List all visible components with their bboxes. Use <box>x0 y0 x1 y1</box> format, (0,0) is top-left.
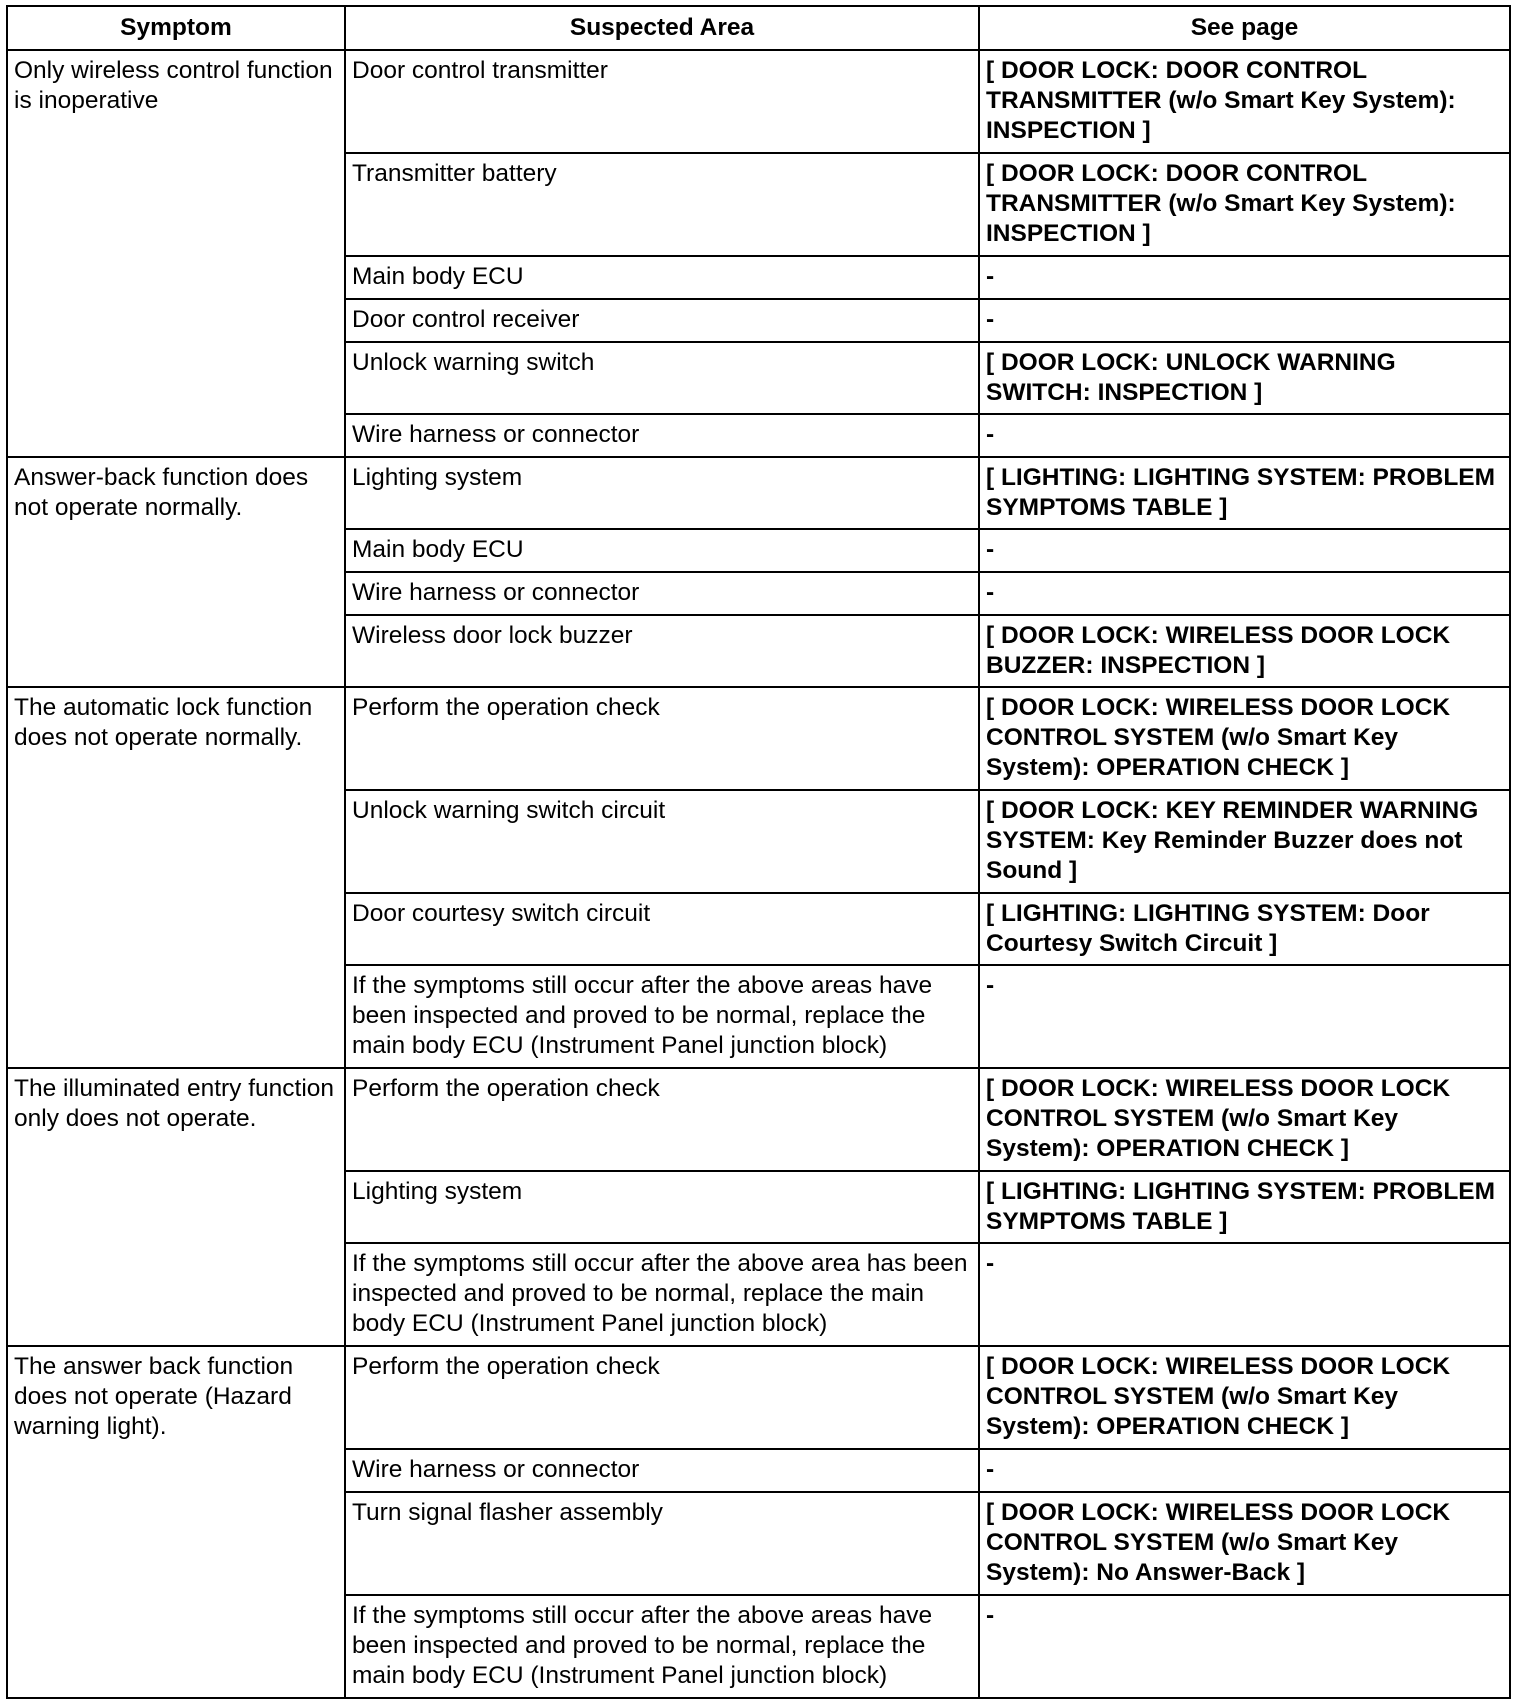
see-page-link[interactable]: [ DOOR LOCK: WIRELESS DOOR LOCK CONTROL SYSTEM (w/o Smart Key System): OPERATION CHECK ] <box>979 1346 1510 1449</box>
symptom-cell: Only wireless control function is inoperative <box>7 50 345 457</box>
see-page-value: - <box>979 1449 1510 1492</box>
see-page-value: - <box>979 572 1510 615</box>
table-row <box>7 687 1510 790</box>
problem-symptoms-table <box>6 5 1511 1699</box>
see-page-value: - <box>979 414 1510 457</box>
suspected-area-cell: Perform the operation check <box>345 687 979 790</box>
see-page-link[interactable]: [ DOOR LOCK: KEY REMINDER WARNING SYSTEM: Key Reminder Buzzer does not Sound ] <box>979 790 1510 893</box>
suspected-area-cell: Lighting system <box>345 1171 979 1243</box>
see-page-value: - <box>979 1243 1510 1346</box>
see-page-link[interactable]: [ DOOR LOCK: WIRELESS DOOR LOCK CONTROL SYSTEM (w/o Smart Key System): OPERATION CHECK ] <box>979 1068 1510 1171</box>
see-page-value: - <box>979 965 1510 1068</box>
suspected-area-cell: If the symptoms still occur after the above areas have been inspected and proved to be normal, replace the main body ECU (Instrument Panel junction block) <box>345 1595 979 1698</box>
suspected-area-cell: Wire harness or connector <box>345 572 979 615</box>
suspected-area-cell: Wireless door lock buzzer <box>345 615 979 687</box>
suspected-area-cell: Main body ECU <box>345 529 979 572</box>
symptom-cell: Answer-back function does not operate normally. <box>7 457 345 687</box>
suspected-area-cell: Turn signal flasher assembly <box>345 1492 979 1595</box>
table-row <box>7 1346 1510 1449</box>
suspected-area-cell: Main body ECU <box>345 256 979 299</box>
suspected-area-cell: Door control receiver <box>345 299 979 342</box>
header-row <box>7 6 1510 50</box>
table-row <box>7 1068 1510 1171</box>
suspected-area-cell: Perform the operation check <box>345 1346 979 1449</box>
suspected-area-cell: If the symptoms still occur after the above areas have been inspected and proved to be normal, replace the main body ECU (Instrument Panel junction block) <box>345 965 979 1068</box>
suspected-area-cell: Perform the operation check <box>345 1068 979 1171</box>
see-page-value: - <box>979 1595 1510 1698</box>
suspected-area-cell: If the symptoms still occur after the above area has been inspected and proved to be normal, replace the main body ECU (Instrument Panel junction block) <box>345 1243 979 1346</box>
symptom-cell: The illuminated entry function only does not operate. <box>7 1068 345 1346</box>
header-symptom: Symptom <box>7 6 345 50</box>
see-page-link[interactable]: [ LIGHTING: LIGHTING SYSTEM: Door Courtesy Switch Circuit ] <box>979 893 1510 965</box>
header-see-page: See page <box>979 6 1510 50</box>
symptom-cell: The answer back function does not operate (Hazard warning light). <box>7 1346 345 1698</box>
suspected-area-cell: Transmitter battery <box>345 153 979 256</box>
table-row <box>7 50 1510 153</box>
suspected-area-cell: Unlock warning switch <box>345 342 979 414</box>
symptom-cell: The automatic lock function does not operate normally. <box>7 687 345 1068</box>
see-page-link[interactable]: [ DOOR LOCK: WIRELESS DOOR LOCK CONTROL SYSTEM (w/o Smart Key System): OPERATION CHECK ] <box>979 687 1510 790</box>
see-page-value: - <box>979 529 1510 572</box>
suspected-area-cell: Wire harness or connector <box>345 1449 979 1492</box>
see-page-link[interactable]: [ DOOR LOCK: DOOR CONTROL TRANSMITTER (w/o Smart Key System): INSPECTION ] <box>979 153 1510 256</box>
see-page-link[interactable]: [ LIGHTING: LIGHTING SYSTEM: PROBLEM SYMPTOMS TABLE ] <box>979 457 1510 529</box>
table-row <box>7 457 1510 529</box>
see-page-link[interactable]: [ DOOR LOCK: WIRELESS DOOR LOCK CONTROL SYSTEM (w/o Smart Key System): No Answer-Back ] <box>979 1492 1510 1595</box>
see-page-value: - <box>979 256 1510 299</box>
see-page-link[interactable]: [ DOOR LOCK: DOOR CONTROL TRANSMITTER (w/o Smart Key System): INSPECTION ] <box>979 50 1510 153</box>
suspected-area-cell: Unlock warning switch circuit <box>345 790 979 893</box>
see-page-link[interactable]: [ DOOR LOCK: UNLOCK WARNING SWITCH: INSPECTION ] <box>979 342 1510 414</box>
see-page-link[interactable]: [ DOOR LOCK: WIRELESS DOOR LOCK BUZZER: INSPECTION ] <box>979 615 1510 687</box>
suspected-area-cell: Door courtesy switch circuit <box>345 893 979 965</box>
suspected-area-cell: Wire harness or connector <box>345 414 979 457</box>
see-page-link[interactable]: [ LIGHTING: LIGHTING SYSTEM: PROBLEM SYMPTOMS TABLE ] <box>979 1171 1510 1243</box>
see-page-value: - <box>979 299 1510 342</box>
header-suspected-area: Suspected Area <box>345 6 979 50</box>
suspected-area-cell: Door control transmitter <box>345 50 979 153</box>
suspected-area-cell: Lighting system <box>345 457 979 529</box>
